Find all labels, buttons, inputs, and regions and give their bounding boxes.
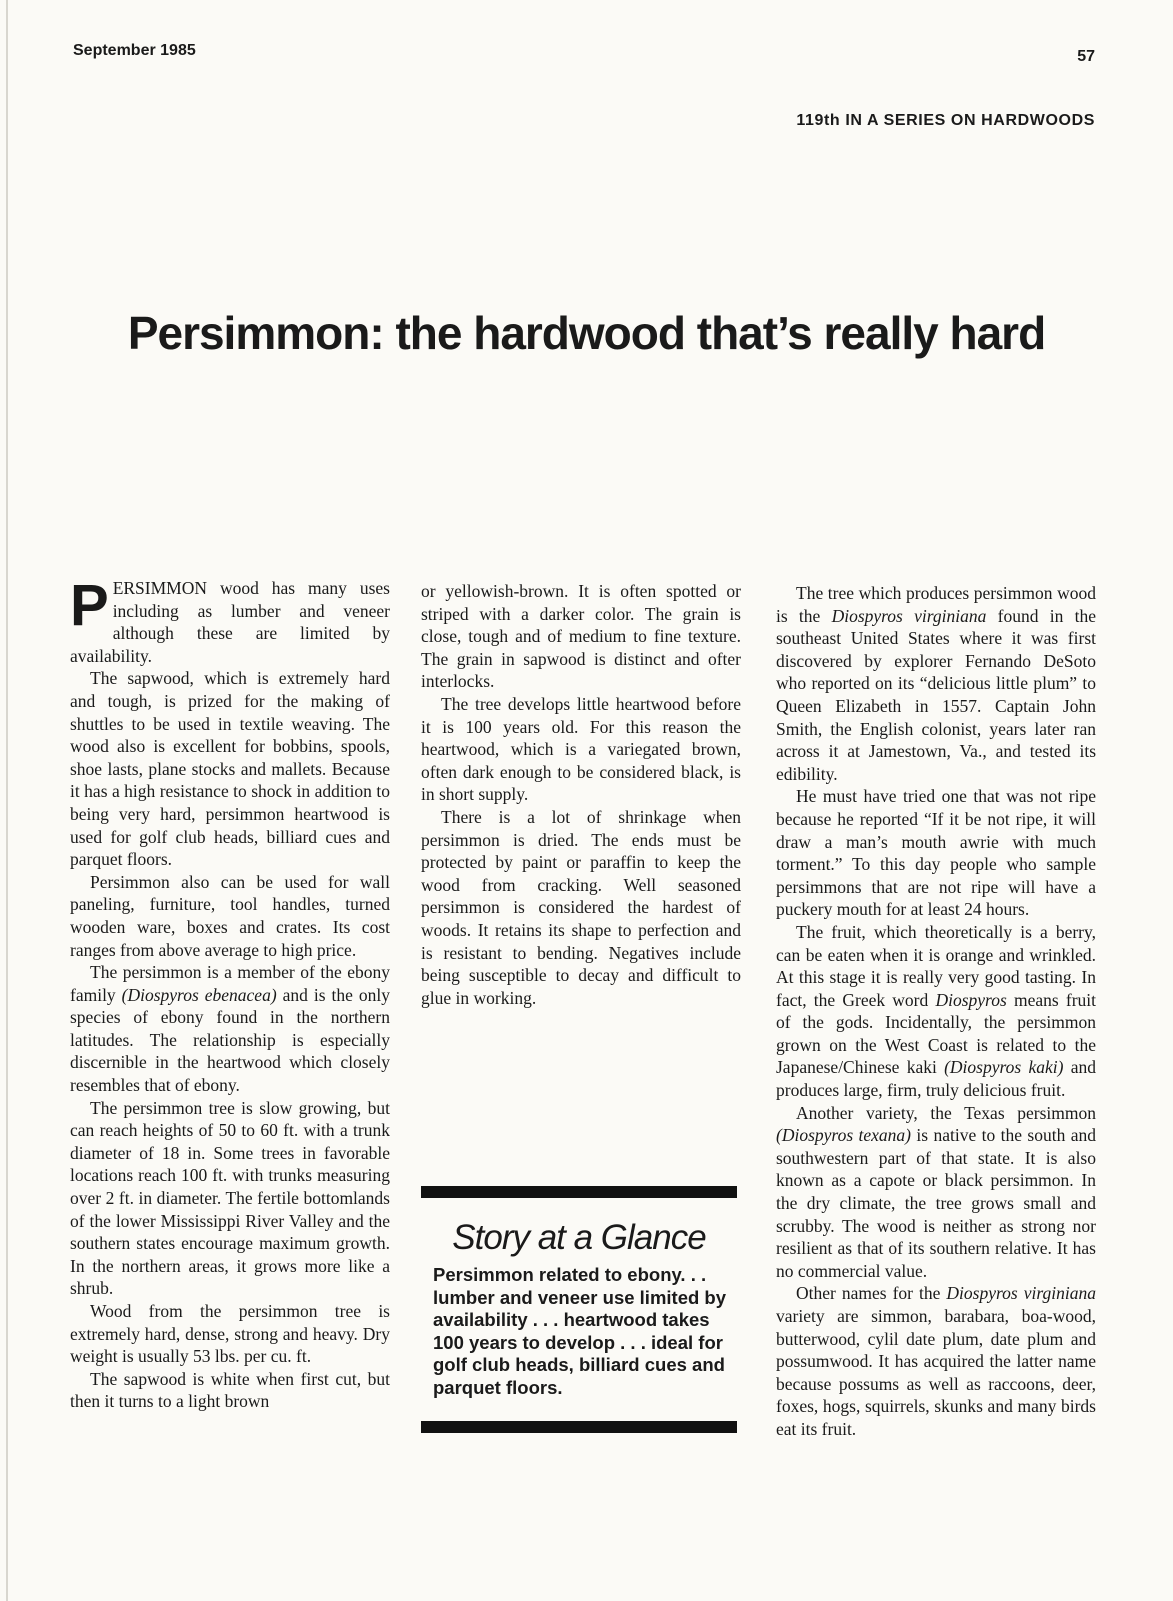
paragraph-text: ERSIMMON wood has many uses including as lumber and veneer although these are limited by availability. (70, 578, 390, 666)
species-name: Diospyros virginiana (946, 1283, 1096, 1304)
series-label: 119th IN A SERIES ON HARDWOODS (796, 112, 1095, 129)
paragraph (70, 961, 390, 1097)
paragraph: The sapwood is white when first cut, but then it turns to a light brown (70, 1368, 390, 1412)
paragraph: Persimmon also can be used for wall paneling, furniture, tool handles, turned wooden ware, boxes and crates. Its cost ranges from above average to high price. (70, 871, 390, 960)
paragraph-text: The persimmon is a member of the ebony family (70, 962, 390, 1005)
species-name: (Diospyros kaki) (944, 1057, 1064, 1078)
paragraph: The tree develops little heartwood before it is 100 years old. For this reason the heartwood, which is a variegated brown, often dark enough to be considered black, is in short supply. (421, 693, 741, 805)
page-number: 57 (1077, 48, 1095, 65)
paragraph: or yellowish-brown. It is often spotted or striped with a darker color. The grain is close, tough and of medium to fine texture. The grain in sapwood is distinct and ofter interlocks. (421, 581, 741, 692)
article-column-1 (70, 573, 390, 1413)
box-title: Story at a Glance (452, 1218, 706, 1257)
paragraph: The persimmon tree is slow growing, but can reach heights of 50 to 60 ft. with a trunk diameter of 18 in. Some trees in favorable locations reach 100 ft. with trunks measuring over 2 ft. in diameter. The fertile bottomlands of the lower Mississippi River Valley and the southern states encourage maximum growth. In the northern areas, it grows more like a shrub. (70, 1097, 390, 1299)
species-name: Diospyros virginiana (831, 605, 987, 626)
paragraph: Wood from the persimmon tree is extremely hard, dense, strong and heavy. Dry weight is usually 53 lbs. per cu. ft. (70, 1301, 390, 1367)
paragraph (776, 582, 1096, 785)
paragraph: There is a lot of shrinkage when persimmon is dried. The ends must be protected by paint or paraffin to keep the wood from cracking. Well seasoned persimmon is considered the hardest of woods. It retains its shape to perfection and is resistant to bending. Negatives include being susceptible to decay and difficult to glue in working. (421, 806, 741, 1008)
paragraph-text: Other names for the (796, 1283, 947, 1304)
box-summary: Persimmon related to ebony. . . lumber and veneer use limited by availability . . . heartwood takes 100 years to develop . . . ideal for golf club heads, billiard cues and parquet floors. (433, 1264, 727, 1398)
paragraph-text: The tree which produces persimmon wood is the (776, 583, 1096, 626)
paragraph (776, 1102, 1096, 1283)
paragraph-text: variety are simmon, barabara, boa-wood, butterwood, cylil date plum, date plum and possumwood. It has acquired the latter name because possums as well as raccoons, deer, foxes, hogs, squirrels, skunks and many birds eat its fruit. (776, 1306, 1096, 1439)
paragraph-text: is native to the south and southwestern part of that state. It is also known as a capote or black persimmon. In the dry climate, the tree grows small and scrubby. The wood is neither as strong nor resilient as that of its southern relative. It has no commercial value. (776, 1125, 1096, 1281)
drop-cap: P (70, 573, 109, 638)
article-title: Persimmon: the hardwood that’s really hard (127, 307, 1046, 359)
article-column-2 (421, 580, 741, 1009)
page-edge-line (6, 0, 8, 1601)
article-column-3 (776, 582, 1096, 1441)
species-name: Diospyros (935, 989, 1007, 1010)
paragraph: He must have tried one that was not ripe because he reported “If it be not ripe, it will draw a man’s mouth awrie with much torment.” To this day people who sample persimmons that are not ripe will have a puckery mouth for at least 24 hours. (776, 786, 1096, 920)
story-at-a-glance-box (421, 1186, 737, 1433)
paragraph (776, 1282, 1096, 1440)
species-name: (Diospyros ebenacea) (121, 984, 277, 1005)
paragraph-text: Another variety, the Texas persimmon (796, 1102, 1096, 1123)
paragraph-text: means fruit of the gods. Incidentally, the persimmon grown on the West Coast is related to the Japanese/Chinese kaki (776, 989, 1096, 1078)
paragraph-text: and is the only species of ebony found in the northern latitudes. The relationship is especially discernible in the heartwood which closely resembles that of ebony. (70, 984, 390, 1096)
box-bottom-rule (421, 1421, 737, 1433)
paragraph-text: The fruit, which theoretically is a berry, can be eaten when it is orange and wrinkled. At this stage it is really very good tasting. In fact, the Greek word (776, 921, 1096, 1010)
paragraph-text: and produces large, firm, truly delicious fruit. (776, 1057, 1096, 1101)
paragraph: The sapwood, which is extremely hard and tough, is prized for the making of shuttles to be used in textile weaving. The wood also is excellent for bobbins, spools, shoe lasts, plane stocks and mallets. Because it has a high resistance to shock in addition to being very hard, persimmon heartwood is used for golf club heads, billiard cues and parquet floors. (70, 668, 390, 870)
paragraph (70, 573, 390, 667)
paragraph (776, 921, 1096, 1102)
header-date: September 1985 (73, 42, 196, 59)
box-top-rule (421, 1186, 737, 1198)
species-name: (Diospyros texana) (776, 1125, 911, 1146)
paragraph-text: found in the southeast United States where it was first discovered by explorer Fernando DeSoto who reported on its “delicious little plum” to Queen Elizabeth in 1557. Captain John Smith, the English colonist, years later ran across it at Jamestown, Va., and tested its edibility. (776, 605, 1096, 784)
